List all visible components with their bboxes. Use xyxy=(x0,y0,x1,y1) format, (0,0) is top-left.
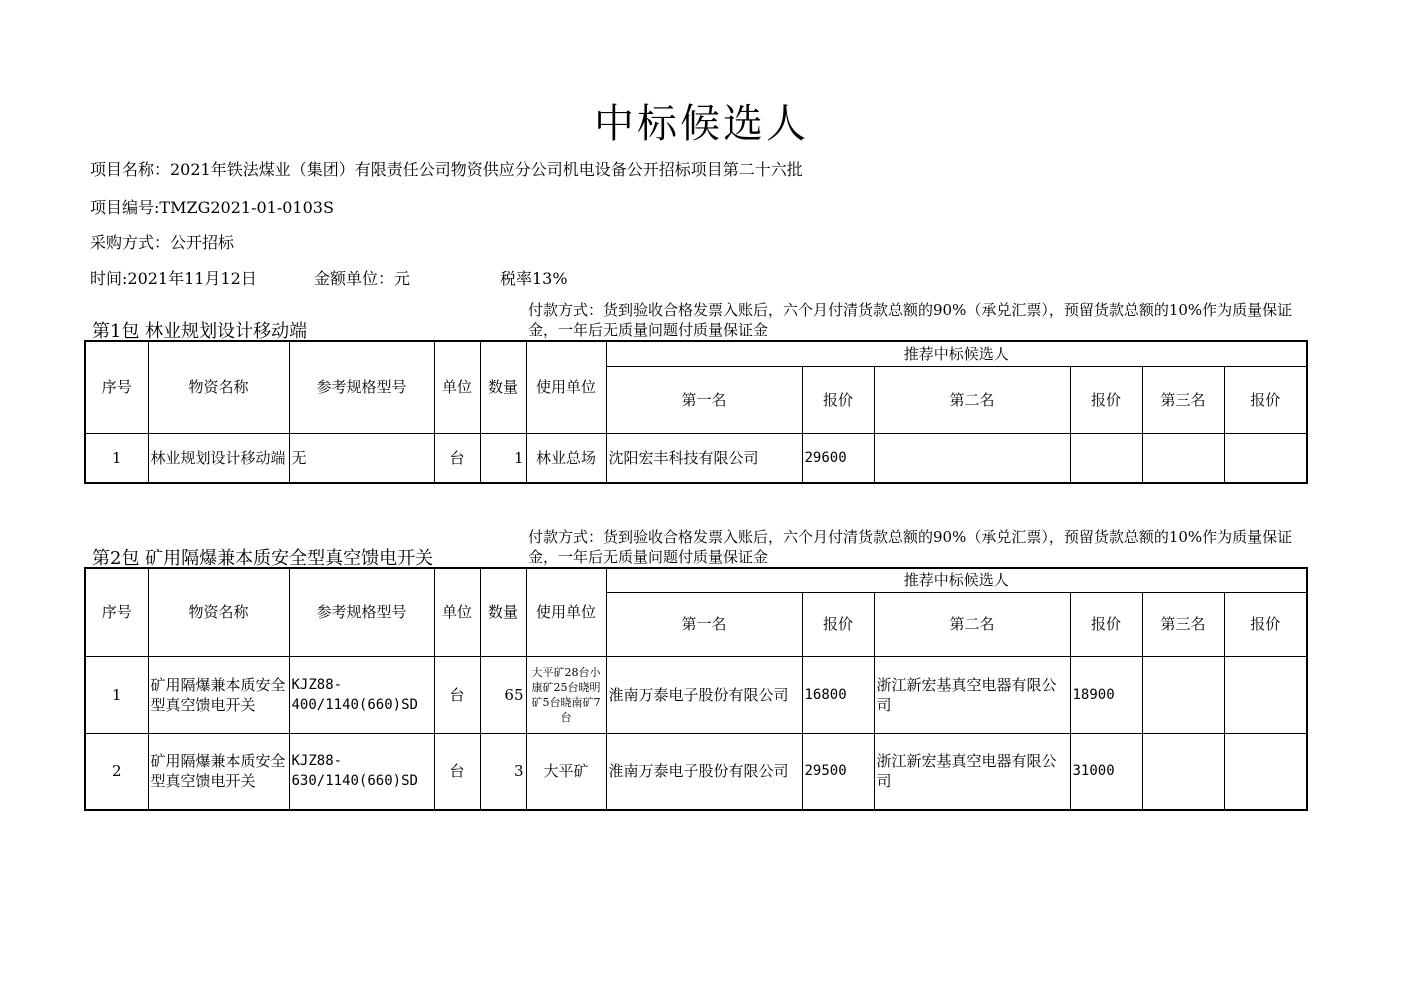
project-number: 项目编号:TMZG2021-01-0103S xyxy=(90,198,334,217)
package-2-payment: 付款方式：货到验收合格发票入账后，六个月付清货款总额的90%（承兑汇票），预留货款总额的10%作为质量保证金，一年后无质量问题付质量保证金 xyxy=(528,528,1293,566)
cell-second-price: 18900 xyxy=(1070,656,1142,733)
date: 时间:2021年11月12日 xyxy=(90,269,257,288)
cell-first-price: 29500 xyxy=(802,733,874,810)
page-title: 中标候选人 xyxy=(594,101,809,147)
cell-unit: 台 xyxy=(434,433,480,483)
header-price: 报价 xyxy=(802,366,874,433)
cell-qty: 3 xyxy=(480,733,526,810)
cell-unit: 台 xyxy=(434,656,480,733)
cell-second-price xyxy=(1070,433,1142,483)
cell-second: 浙江新宏基真空电器有限公司 xyxy=(874,733,1070,810)
cell-spec: 无 xyxy=(289,433,434,483)
cell-third xyxy=(1142,733,1224,810)
header-name: 物资名称 xyxy=(148,568,289,656)
cell-seq: 1 xyxy=(85,433,148,483)
header-qty: 数量 xyxy=(480,341,526,433)
cell-seq: 1 xyxy=(85,656,148,733)
header-price: 报价 xyxy=(1224,366,1307,433)
header-spec: 参考规格型号 xyxy=(289,568,434,656)
cell-name: 矿用隔爆兼本质安全型真空馈电开关 xyxy=(148,656,289,733)
header-price: 报价 xyxy=(1070,592,1142,656)
cell-user: 大平矿28台小康矿25台晓明矿5台晓南矿7台 xyxy=(526,656,606,733)
cell-second xyxy=(874,433,1070,483)
header-user: 使用单位 xyxy=(526,341,606,433)
header-spec: 参考规格型号 xyxy=(289,341,434,433)
cell-first-price: 29600 xyxy=(802,433,874,483)
header-price: 报价 xyxy=(802,592,874,656)
package-2-label: 第2包 矿用隔爆兼本质安全型真空馈电开关 xyxy=(92,548,434,569)
header-seq: 序号 xyxy=(85,568,148,656)
cell-first: 淮南万泰电子股份有限公司 xyxy=(606,656,802,733)
package-2-table xyxy=(84,567,1308,811)
procurement-method: 采购方式：公开招标 xyxy=(90,233,235,252)
cell-third xyxy=(1142,656,1224,733)
cell-user: 大平矿 xyxy=(526,733,606,810)
package-1-table xyxy=(84,340,1308,484)
header-qty: 数量 xyxy=(480,568,526,656)
cell-first: 淮南万泰电子股份有限公司 xyxy=(606,733,802,810)
header-third: 第三名 xyxy=(1142,592,1224,656)
cell-third xyxy=(1142,433,1224,483)
cell-unit: 台 xyxy=(434,733,480,810)
header-recommended: 推荐中标候选人 xyxy=(606,341,1307,366)
currency-unit: 金额单位：元 xyxy=(314,269,411,288)
package-1-label: 第1包 林业规划设计移动端 xyxy=(92,321,308,342)
header-first: 第一名 xyxy=(606,592,802,656)
header-first: 第一名 xyxy=(606,366,802,433)
table-row xyxy=(85,733,1307,810)
cell-third-price xyxy=(1224,733,1307,810)
table-row xyxy=(85,656,1307,733)
cell-third-price xyxy=(1224,433,1307,483)
project-name: 项目名称：2021年铁法煤业（集团）有限责任公司物资供应分公司机电设备公开招标项目第二十六批 xyxy=(90,160,803,179)
cell-user: 林业总场 xyxy=(526,433,606,483)
meta-line xyxy=(90,266,690,288)
header-second: 第二名 xyxy=(874,592,1070,656)
cell-seq: 2 xyxy=(85,733,148,810)
cell-name: 林业规划设计移动端 xyxy=(148,433,289,483)
cell-first: 沈阳宏丰科技有限公司 xyxy=(606,433,802,483)
cell-first-price: 16800 xyxy=(802,656,874,733)
cell-spec: KJZ88-400/1140(660)SD xyxy=(289,656,434,733)
package-1-payment: 付款方式：货到验收合格发票入账后，六个月付清货款总额的90%（承兑汇票），预留货款总额的10%作为质量保证金，一年后无质量问题付质量保证金 xyxy=(528,301,1293,339)
header-recommended: 推荐中标候选人 xyxy=(606,568,1307,592)
cell-second-price: 31000 xyxy=(1070,733,1142,810)
cell-qty: 1 xyxy=(480,433,526,483)
header-unit: 单位 xyxy=(434,568,480,656)
header-user: 使用单位 xyxy=(526,568,606,656)
table-row xyxy=(85,433,1307,483)
header-name: 物资名称 xyxy=(148,341,289,433)
cell-third-price xyxy=(1224,656,1307,733)
header-unit: 单位 xyxy=(434,341,480,433)
header-price: 报价 xyxy=(1224,592,1307,656)
cell-spec: KJZ88-630/1140(660)SD xyxy=(289,733,434,810)
cell-qty: 65 xyxy=(480,656,526,733)
header-seq: 序号 xyxy=(85,341,148,433)
header-second: 第二名 xyxy=(874,366,1070,433)
cell-name: 矿用隔爆兼本质安全型真空馈电开关 xyxy=(148,733,289,810)
cell-second: 浙江新宏基真空电器有限公司 xyxy=(874,656,1070,733)
header-third: 第三名 xyxy=(1142,366,1224,433)
header-price: 报价 xyxy=(1070,366,1142,433)
tax-rate: 税率13% xyxy=(500,269,568,288)
